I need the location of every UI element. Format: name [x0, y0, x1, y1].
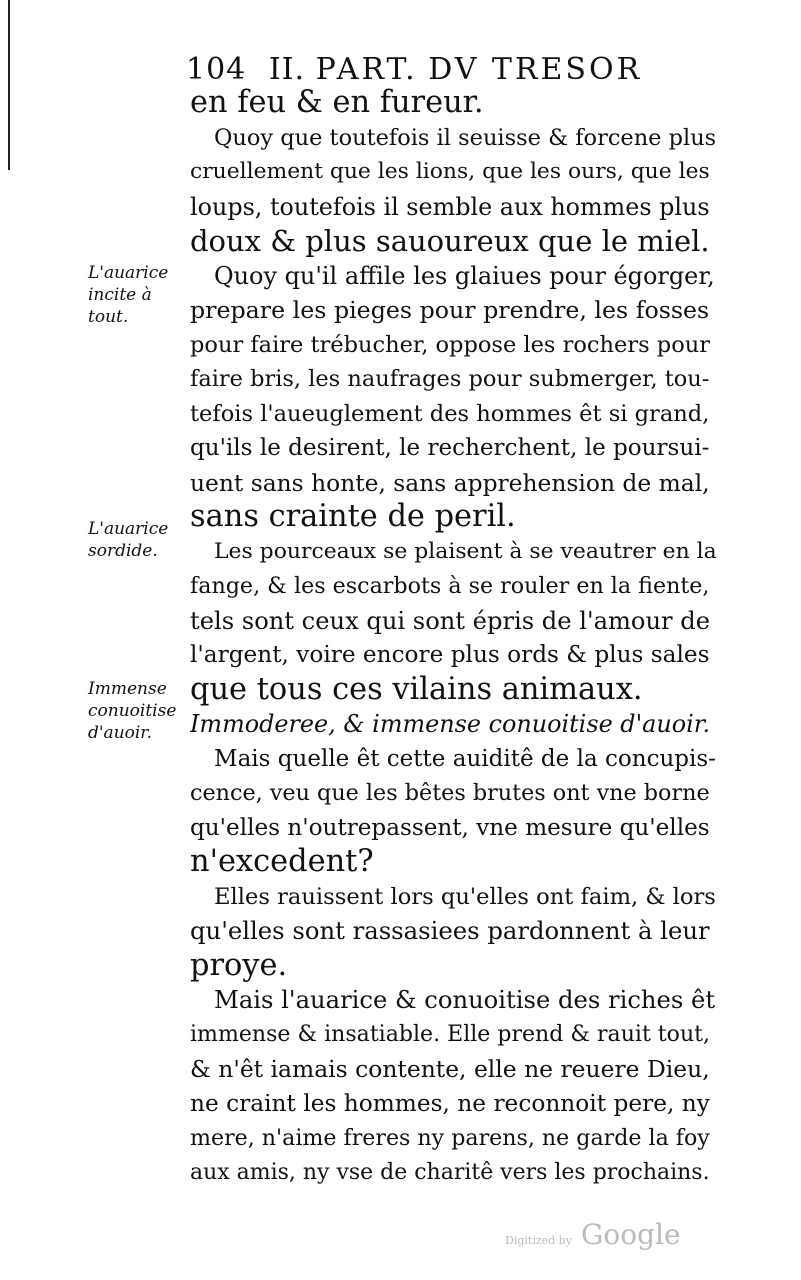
- margin-note-avarice-incites: L'auarice incite à tout.: [88, 263, 169, 327]
- text-line: fange, & les escarbots à se rouler en la fiente,: [190, 573, 710, 599]
- text-line: prepare les pieges pour prendre, les fosses: [190, 296, 710, 324]
- text-line: tels sont ceux qui sont épris de l'amour de: [190, 606, 710, 635]
- text-line: aux amis, ny vse de charitê vers les prochains.: [190, 1159, 710, 1185]
- body-text: [190, 86, 720, 1190]
- watermark-brand: Google: [581, 1218, 681, 1251]
- text-line: Quoy que toutefois il seuisse & forcene plus: [214, 124, 717, 151]
- text-line: cruellement que les lions, que les ours, que les: [190, 159, 710, 184]
- text-line: qu'elles sont rassasiees pardonnent à leur: [190, 916, 710, 945]
- text-line: Quoy qu'il affile les glaiues pour égorger,: [214, 261, 715, 290]
- text-line: & n'êt iamais contente, elle ne reuere Dieu,: [190, 1055, 710, 1083]
- text-line: cence, veu que les bêtes brutes ont vne borne: [190, 780, 710, 806]
- text-line: Elles rauissent lors qu'elles ont faim, & lors: [214, 883, 716, 910]
- text-line: Mais l'auarice & conuoitise des riches êt: [214, 985, 716, 1014]
- text-line: ne craint les hommes, ne reconnoit pere, ny: [190, 1089, 710, 1117]
- text-line: loups, toutefois il semble aux hommes plus: [190, 192, 710, 221]
- text-line: l'argent, voire encore plus ords & plus sales: [190, 641, 710, 668]
- text-line: n'excedent?: [190, 845, 374, 879]
- watermark-prefix: Digitized by: [505, 1234, 572, 1247]
- margin-note-sordid-avarice: L'auarice sordide.: [88, 519, 169, 561]
- text-line: qu'ils le desirent, le recherchent, le poursui-: [190, 435, 710, 461]
- google-watermark: [505, 1218, 681, 1251]
- binding-edge-line: [8, 0, 10, 170]
- text-line: pour faire trébucher, oppose les rochers pour: [190, 331, 710, 358]
- section-heading: Immoderee, & immense conuoitise d'auoir.: [190, 710, 711, 738]
- text-line: sans crainte de peril.: [190, 500, 516, 534]
- text-line: immense & insatiable. Elle prend & rauit tout,: [190, 1021, 711, 1047]
- header-title: DV TRESOR: [428, 52, 643, 87]
- header-part: II. P: [268, 52, 337, 87]
- text-line: mere, n'aime freres ny parens, ne garde la foy: [190, 1125, 710, 1151]
- margin-note-immense-covetousness: Immense conuoitise d'auoir.: [88, 679, 177, 743]
- text-line: Les pourceaux se plaisent à se veautrer en la: [214, 538, 717, 564]
- text-line: uent sans honte, sans apprehension de mal,: [190, 468, 710, 497]
- text-line: proye.: [190, 948, 288, 983]
- text-line: qu'elles n'outrepassent, vne mesure qu'elles: [190, 814, 710, 841]
- header-part-rest: ART.: [336, 52, 418, 87]
- text-line: que tous ces vilains animaux.: [190, 672, 643, 707]
- text-line: Mais quelle êt cette auiditê de la concupis-: [214, 745, 716, 772]
- page-number: 104: [186, 52, 247, 87]
- running-header: [186, 52, 666, 87]
- text-line: faire bris, les naufrages pour submerger, tou-: [190, 366, 710, 392]
- text-line: en feu & en fureur.: [190, 86, 484, 120]
- text-line: doux & plus sauoureux que le miel.: [190, 224, 710, 258]
- text-line: tefois l'aueuglement des hommes êt si grand,: [190, 400, 710, 427]
